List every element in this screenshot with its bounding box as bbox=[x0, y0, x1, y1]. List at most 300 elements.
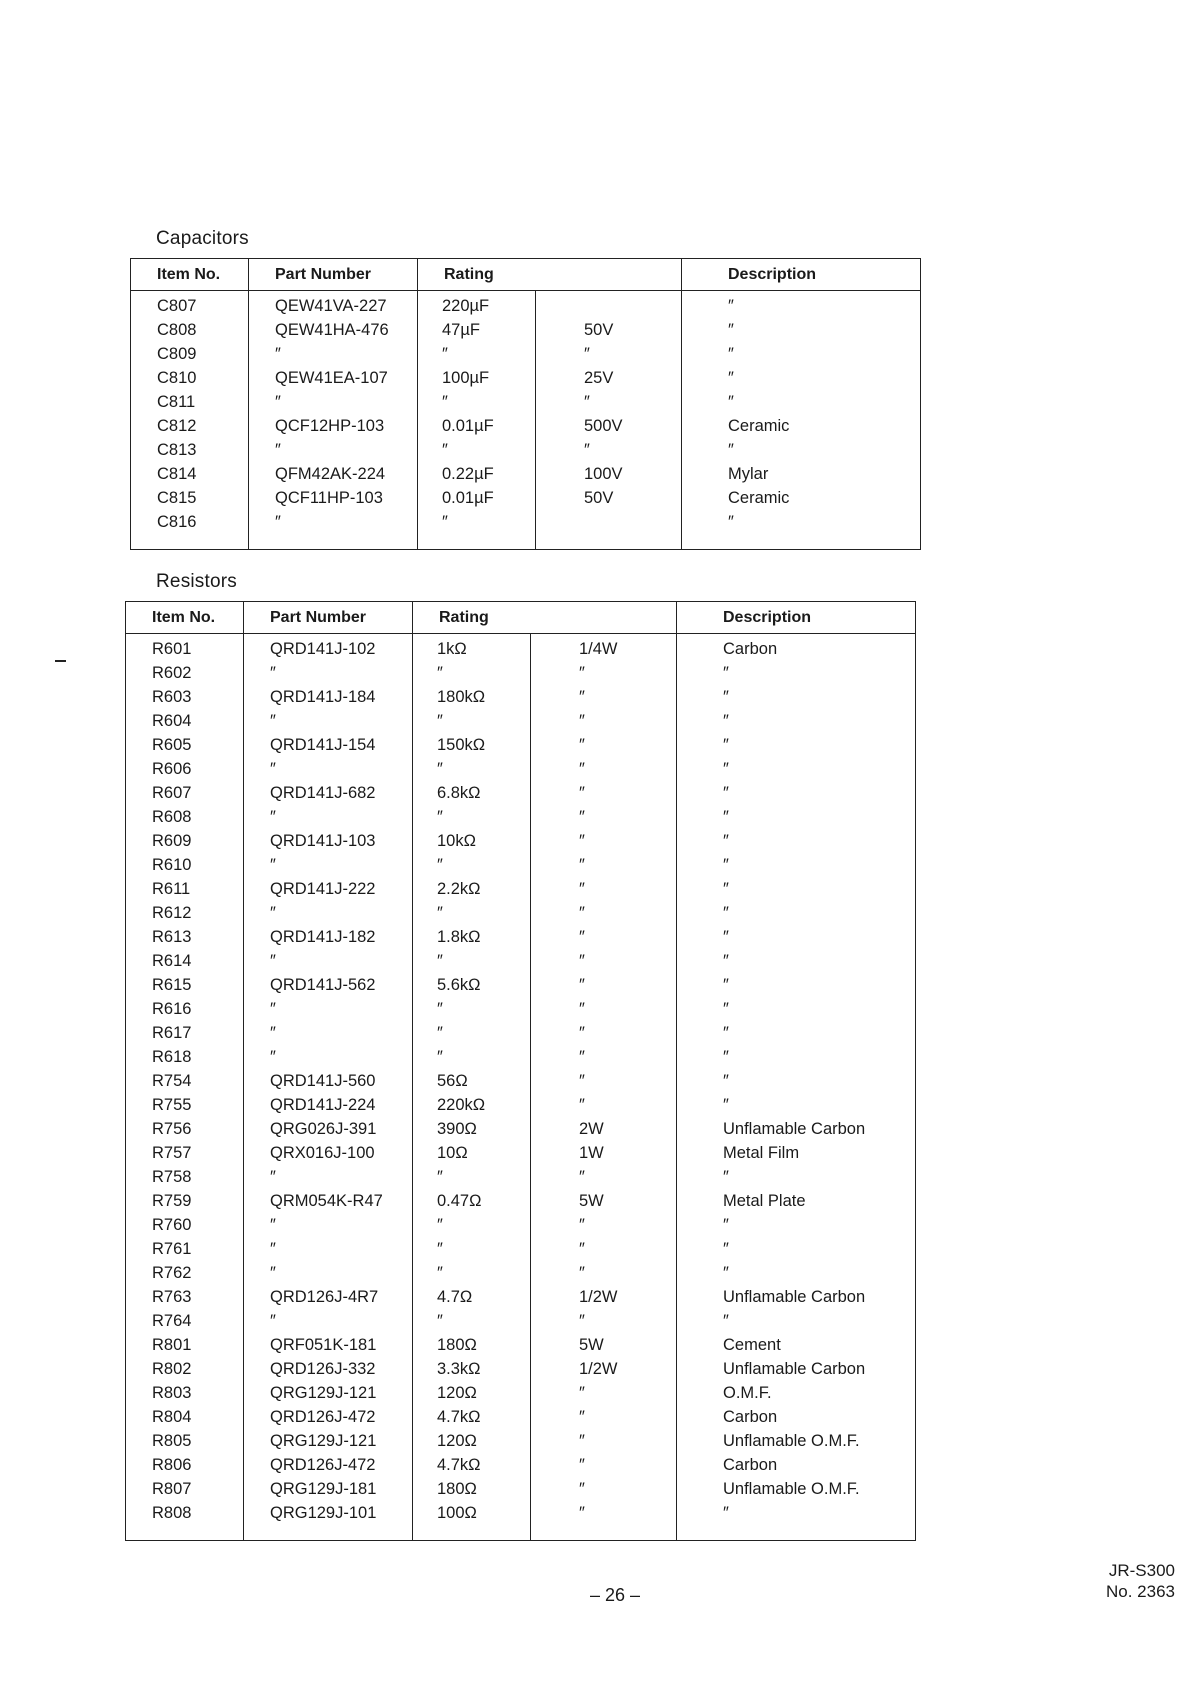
cell-rating: ″ bbox=[413, 1264, 531, 1288]
cell-item-no: R618 bbox=[126, 1048, 244, 1072]
cell-part-number: QRD141J-224 bbox=[244, 1096, 413, 1120]
cell-part-number: QFM42AK-224 bbox=[249, 465, 418, 489]
cell-item-no: C811 bbox=[131, 393, 249, 417]
table-row bbox=[126, 1384, 916, 1408]
cell-rating: ″ bbox=[413, 808, 531, 832]
cell-rating: 220kΩ bbox=[413, 1096, 531, 1120]
cell-rating-2: ″ bbox=[531, 976, 677, 1000]
cell-part-number: QRG129J-181 bbox=[244, 1480, 413, 1504]
cell-description: ″ bbox=[723, 952, 729, 970]
cell-description: Unflamable Carbon bbox=[723, 1360, 866, 1378]
cell-rating: ″ bbox=[413, 1216, 531, 1240]
cell-part-number: QRD126J-472 bbox=[244, 1456, 413, 1480]
cell-description: Unflamable O.M.F. bbox=[723, 1480, 860, 1498]
cell-item-no: R609 bbox=[126, 832, 244, 856]
cell-part-number: ″ bbox=[249, 345, 418, 369]
cell-rating-2: 2W bbox=[531, 1120, 677, 1144]
table-row bbox=[131, 345, 921, 369]
cell-part-number: QRD141J-560 bbox=[244, 1072, 413, 1096]
cell-part-number: ″ bbox=[244, 760, 413, 784]
cell-description: ″ bbox=[723, 1504, 729, 1522]
cell-rating: ″ bbox=[413, 1312, 531, 1336]
cell-description: ″ bbox=[723, 928, 729, 946]
table-row bbox=[126, 808, 916, 832]
cell-rating-2: ″ bbox=[531, 1048, 677, 1072]
cell-rating: 120Ω bbox=[413, 1384, 531, 1408]
table-row bbox=[131, 321, 921, 345]
cell-part-number: ″ bbox=[244, 1000, 413, 1024]
header-item-no: Item No. bbox=[126, 602, 244, 634]
cell-rating: 4.7kΩ bbox=[413, 1456, 531, 1480]
cell-rating: ″ bbox=[413, 1024, 531, 1048]
table-row bbox=[126, 1504, 916, 1541]
cell-rating-2: ″ bbox=[531, 1312, 677, 1336]
capacitors-table bbox=[130, 258, 921, 550]
cell-description: Ceramic bbox=[728, 489, 790, 507]
cell-rating-2: ″ bbox=[531, 1432, 677, 1456]
cell-rating-2: ″ bbox=[531, 1240, 677, 1264]
cell-item-no: R602 bbox=[126, 664, 244, 688]
cell-rating-2: ″ bbox=[531, 928, 677, 952]
table-row bbox=[126, 634, 916, 665]
header-description: Description bbox=[677, 602, 916, 634]
table-row bbox=[126, 1120, 916, 1144]
cell-part-number: QEW41EA-107 bbox=[249, 369, 418, 393]
table-row bbox=[126, 1240, 916, 1264]
table-row bbox=[126, 952, 916, 976]
cell-rating-2: ″ bbox=[531, 1384, 677, 1408]
cell-description: ″ bbox=[723, 712, 729, 730]
table-row bbox=[131, 393, 921, 417]
table-row bbox=[126, 832, 916, 856]
cell-item-no: R615 bbox=[126, 976, 244, 1000]
cell-description: Unflamable Carbon bbox=[723, 1120, 866, 1138]
cell-rating-2: ″ bbox=[531, 1504, 677, 1541]
cell-rating: ″ bbox=[413, 904, 531, 928]
cell-rating: 100Ω bbox=[413, 1504, 531, 1541]
cell-item-no: R758 bbox=[126, 1168, 244, 1192]
cell-rating-2: ″ bbox=[531, 808, 677, 832]
cell-item-no: C812 bbox=[131, 417, 249, 441]
table-row bbox=[126, 1408, 916, 1432]
table-row bbox=[131, 369, 921, 393]
cell-rating-2: ″ bbox=[531, 736, 677, 760]
cell-item-no: R763 bbox=[126, 1288, 244, 1312]
cell-description: ″ bbox=[723, 1048, 729, 1066]
cell-rating: 3.3kΩ bbox=[413, 1360, 531, 1384]
cell-rating: ″ bbox=[418, 345, 536, 369]
table-row bbox=[126, 1192, 916, 1216]
cell-description: ″ bbox=[723, 1168, 729, 1186]
cell-item-no: C810 bbox=[131, 369, 249, 393]
cell-rating-2: ″ bbox=[531, 784, 677, 808]
cell-part-number: ″ bbox=[244, 1024, 413, 1048]
table-header-row bbox=[131, 259, 921, 291]
capacitors-body bbox=[131, 291, 921, 550]
cell-part-number: ″ bbox=[244, 1216, 413, 1240]
cell-description: ″ bbox=[728, 321, 734, 339]
cell-description: Carbon bbox=[723, 1456, 778, 1474]
table-row bbox=[126, 1072, 916, 1096]
cell-rating: 180Ω bbox=[413, 1480, 531, 1504]
cell-part-number: QRG129J-121 bbox=[244, 1384, 413, 1408]
cell-item-no: R801 bbox=[126, 1336, 244, 1360]
table-row bbox=[126, 856, 916, 880]
cell-description: Carbon bbox=[723, 640, 778, 658]
cell-rating: 100µF bbox=[418, 369, 536, 393]
cell-part-number: QRD126J-472 bbox=[244, 1408, 413, 1432]
table-row bbox=[126, 1288, 916, 1312]
cell-part-number: ″ bbox=[244, 712, 413, 736]
cell-rating-2: ″ bbox=[531, 832, 677, 856]
cell-rating: 4.7kΩ bbox=[413, 1408, 531, 1432]
cell-item-no: C814 bbox=[131, 465, 249, 489]
header-rating: Rating bbox=[418, 259, 536, 291]
table-row bbox=[126, 1312, 916, 1336]
table-row bbox=[126, 1456, 916, 1480]
cell-item-no: C816 bbox=[131, 513, 249, 550]
cell-item-no: R803 bbox=[126, 1384, 244, 1408]
cell-rating-2: 1/2W bbox=[531, 1360, 677, 1384]
cell-part-number: QEW41VA-227 bbox=[249, 291, 418, 322]
cell-rating: ″ bbox=[413, 856, 531, 880]
cell-rating: ″ bbox=[413, 1168, 531, 1192]
cell-item-no: R616 bbox=[126, 1000, 244, 1024]
cell-item-no: R611 bbox=[126, 880, 244, 904]
cell-rating-2: ″ bbox=[536, 393, 682, 417]
header-item-no: Item No. bbox=[131, 259, 249, 291]
cell-part-number: QRD141J-682 bbox=[244, 784, 413, 808]
cell-description: ″ bbox=[723, 856, 729, 874]
cell-rating-2: ″ bbox=[531, 760, 677, 784]
cell-rating: ″ bbox=[413, 1048, 531, 1072]
cell-rating-2: ″ bbox=[531, 856, 677, 880]
cell-part-number: QCF11HP-103 bbox=[249, 489, 418, 513]
cell-rating: 0.01µF bbox=[418, 489, 536, 513]
table-row bbox=[126, 688, 916, 712]
cell-part-number: QRM054K-R47 bbox=[244, 1192, 413, 1216]
cell-rating: 180Ω bbox=[413, 1336, 531, 1360]
cell-item-no: R807 bbox=[126, 1480, 244, 1504]
table-row bbox=[126, 1480, 916, 1504]
cell-item-no: R604 bbox=[126, 712, 244, 736]
table-row bbox=[126, 928, 916, 952]
table-header-row bbox=[126, 602, 916, 634]
cell-item-no: R757 bbox=[126, 1144, 244, 1168]
cell-description: Carbon bbox=[723, 1408, 778, 1426]
cell-description: ″ bbox=[728, 393, 734, 411]
cell-description: ″ bbox=[723, 832, 729, 850]
cell-part-number: QRD141J-562 bbox=[244, 976, 413, 1000]
table-row bbox=[131, 441, 921, 465]
table-row bbox=[126, 1024, 916, 1048]
cell-rating-2: ″ bbox=[531, 904, 677, 928]
cell-part-number: QRD141J-182 bbox=[244, 928, 413, 952]
cell-rating: 6.8kΩ bbox=[413, 784, 531, 808]
cell-part-number: QRD141J-103 bbox=[244, 832, 413, 856]
cell-description: ″ bbox=[728, 297, 734, 315]
cell-description: ″ bbox=[723, 1240, 729, 1258]
cell-part-number: QRD141J-184 bbox=[244, 688, 413, 712]
cell-item-no: R606 bbox=[126, 760, 244, 784]
model-number: JR-S300 bbox=[1108, 1561, 1175, 1580]
cell-part-number: ″ bbox=[244, 952, 413, 976]
cell-part-number: ″ bbox=[244, 1048, 413, 1072]
cell-rating-2: 1/2W bbox=[531, 1288, 677, 1312]
cell-item-no: R603 bbox=[126, 688, 244, 712]
cell-rating: ″ bbox=[413, 760, 531, 784]
cell-description: ″ bbox=[723, 1312, 729, 1330]
cell-rating: ″ bbox=[413, 1240, 531, 1264]
cell-description: ″ bbox=[723, 760, 729, 778]
cell-rating: ″ bbox=[418, 393, 536, 417]
header-description: Description bbox=[682, 259, 921, 291]
cell-rating-2: ″ bbox=[531, 1096, 677, 1120]
table-row bbox=[126, 1144, 916, 1168]
cell-rating: ″ bbox=[418, 513, 536, 550]
cell-part-number: ″ bbox=[249, 393, 418, 417]
cell-part-number: ″ bbox=[249, 441, 418, 465]
cell-rating-2: ″ bbox=[531, 952, 677, 976]
table-row bbox=[126, 1336, 916, 1360]
cell-description: Metal Film bbox=[723, 1144, 800, 1162]
cell-rating-2: 5W bbox=[531, 1336, 677, 1360]
cell-item-no: R805 bbox=[126, 1432, 244, 1456]
cell-rating-2: ″ bbox=[536, 345, 682, 369]
margin-mark bbox=[55, 660, 66, 662]
cell-description: Mylar bbox=[728, 465, 769, 483]
table-row bbox=[126, 736, 916, 760]
cell-item-no: R802 bbox=[126, 1360, 244, 1384]
cell-part-number: ″ bbox=[244, 1312, 413, 1336]
cell-rating-2: 25V bbox=[536, 369, 682, 393]
table-row bbox=[126, 1000, 916, 1024]
cell-description: ″ bbox=[723, 688, 729, 706]
table-row bbox=[126, 664, 916, 688]
cell-rating-2: 5W bbox=[531, 1192, 677, 1216]
cell-description: ″ bbox=[723, 904, 729, 922]
cell-part-number: QEW41HA-476 bbox=[249, 321, 418, 345]
cell-part-number: ″ bbox=[244, 664, 413, 688]
cell-item-no: C815 bbox=[131, 489, 249, 513]
cell-part-number: QRD126J-332 bbox=[244, 1360, 413, 1384]
cell-rating: 47µF bbox=[418, 321, 536, 345]
cell-item-no: R614 bbox=[126, 952, 244, 976]
table-row bbox=[126, 760, 916, 784]
table-row bbox=[126, 880, 916, 904]
header-rating: Rating bbox=[413, 602, 531, 634]
cell-part-number: ″ bbox=[249, 513, 418, 550]
header-part-number: Part Number bbox=[244, 602, 413, 634]
cell-rating-2: ″ bbox=[531, 1480, 677, 1504]
cell-part-number: QRD126J-4R7 bbox=[244, 1288, 413, 1312]
cell-part-number: QRG129J-101 bbox=[244, 1504, 413, 1541]
cell-rating: ″ bbox=[418, 441, 536, 465]
cell-item-no: R756 bbox=[126, 1120, 244, 1144]
cell-rating-2: ″ bbox=[531, 1024, 677, 1048]
cell-description: ″ bbox=[723, 976, 729, 994]
cell-rating: ″ bbox=[413, 664, 531, 688]
cell-rating: 390Ω bbox=[413, 1120, 531, 1144]
cell-description: ″ bbox=[723, 1024, 729, 1042]
header-rating-blank bbox=[536, 259, 682, 291]
cell-description: ″ bbox=[728, 345, 734, 363]
cell-item-no: C809 bbox=[131, 345, 249, 369]
cell-description: Unflamable Carbon bbox=[723, 1288, 866, 1306]
cell-rating: 0.01µF bbox=[418, 417, 536, 441]
cell-rating: 1kΩ bbox=[413, 634, 531, 665]
cell-item-no: C807 bbox=[131, 291, 249, 322]
cell-part-number: QCF12HP-103 bbox=[249, 417, 418, 441]
cell-rating: 10kΩ bbox=[413, 832, 531, 856]
cell-rating-2: 500V bbox=[536, 417, 682, 441]
cell-rating: 5.6kΩ bbox=[413, 976, 531, 1000]
cell-description: ″ bbox=[723, 808, 729, 826]
table-row bbox=[126, 1168, 916, 1192]
cell-description: Unflamable O.M.F. bbox=[723, 1432, 860, 1450]
cell-rating-2: 50V bbox=[536, 489, 682, 513]
cell-item-no: R759 bbox=[126, 1192, 244, 1216]
table-row bbox=[131, 417, 921, 441]
page-number: – 26 – bbox=[590, 1585, 641, 1605]
cell-part-number: ″ bbox=[244, 1168, 413, 1192]
cell-rating: 120Ω bbox=[413, 1432, 531, 1456]
cell-rating-2: ″ bbox=[531, 1264, 677, 1288]
cell-description: ″ bbox=[728, 441, 734, 459]
cell-item-no: R610 bbox=[126, 856, 244, 880]
cell-description: ″ bbox=[723, 1264, 729, 1282]
cell-item-no: R607 bbox=[126, 784, 244, 808]
cell-description: ″ bbox=[723, 664, 729, 682]
table-row bbox=[126, 976, 916, 1000]
cell-rating: ″ bbox=[413, 952, 531, 976]
cell-rating-2: 1W bbox=[531, 1144, 677, 1168]
table-row bbox=[131, 513, 921, 550]
cell-item-no: R760 bbox=[126, 1216, 244, 1240]
cell-part-number: QRD141J-102 bbox=[244, 634, 413, 665]
cell-rating-2: ″ bbox=[531, 1216, 677, 1240]
cell-rating: 0.22µF bbox=[418, 465, 536, 489]
cell-description: ″ bbox=[723, 736, 729, 754]
resistors-body bbox=[126, 634, 916, 1541]
table-row bbox=[126, 1216, 916, 1240]
cell-rating-2: ″ bbox=[531, 688, 677, 712]
cell-rating-2: ″ bbox=[531, 664, 677, 688]
cell-rating: 10Ω bbox=[413, 1144, 531, 1168]
cell-part-number: QRX016J-100 bbox=[244, 1144, 413, 1168]
cell-item-no: R605 bbox=[126, 736, 244, 760]
cell-rating: 180kΩ bbox=[413, 688, 531, 712]
cell-rating-2 bbox=[536, 291, 682, 322]
cell-item-no: R804 bbox=[126, 1408, 244, 1432]
cell-part-number: ″ bbox=[244, 856, 413, 880]
cell-rating: 220µF bbox=[418, 291, 536, 322]
cell-description: ″ bbox=[728, 369, 734, 387]
document-number: No. 2363 bbox=[1106, 1582, 1175, 1601]
cell-description: Ceramic bbox=[728, 417, 790, 435]
cell-rating-2: ″ bbox=[531, 1072, 677, 1096]
cell-description: O.M.F. bbox=[723, 1384, 772, 1402]
cell-rating-2: ″ bbox=[531, 880, 677, 904]
cell-description: ″ bbox=[723, 784, 729, 802]
cell-description: Cement bbox=[723, 1336, 781, 1354]
cell-rating-2: ″ bbox=[531, 712, 677, 736]
cell-description: Metal Plate bbox=[723, 1192, 806, 1210]
table-row bbox=[131, 291, 921, 322]
table-row bbox=[126, 712, 916, 736]
cell-rating-2: ″ bbox=[531, 1408, 677, 1432]
cell-rating-2 bbox=[536, 513, 682, 550]
cell-description: ″ bbox=[728, 513, 734, 531]
cell-description: ″ bbox=[723, 1096, 729, 1114]
cell-rating-2: ″ bbox=[531, 1456, 677, 1480]
cell-item-no: R608 bbox=[126, 808, 244, 832]
cell-part-number: QRD141J-154 bbox=[244, 736, 413, 760]
cell-part-number: ″ bbox=[244, 904, 413, 928]
cell-item-no: R764 bbox=[126, 1312, 244, 1336]
cell-rating: 0.47Ω bbox=[413, 1192, 531, 1216]
cell-rating: 2.2kΩ bbox=[413, 880, 531, 904]
resistors-title: Resistors bbox=[156, 571, 237, 592]
cell-item-no: R762 bbox=[126, 1264, 244, 1288]
cell-item-no: R755 bbox=[126, 1096, 244, 1120]
table-row bbox=[126, 784, 916, 808]
cell-part-number: QRD141J-222 bbox=[244, 880, 413, 904]
cell-description: ″ bbox=[723, 880, 729, 898]
table-row bbox=[126, 1360, 916, 1384]
cell-rating: 150kΩ bbox=[413, 736, 531, 760]
cell-part-number: ″ bbox=[244, 1264, 413, 1288]
capacitors-title: Capacitors bbox=[156, 228, 249, 249]
table-row bbox=[126, 1048, 916, 1072]
cell-description: ″ bbox=[723, 1216, 729, 1234]
cell-item-no: R613 bbox=[126, 928, 244, 952]
cell-item-no: R617 bbox=[126, 1024, 244, 1048]
resistors-table bbox=[125, 601, 916, 1541]
cell-rating-2: 50V bbox=[536, 321, 682, 345]
cell-item-no: C808 bbox=[131, 321, 249, 345]
header-part-number: Part Number bbox=[249, 259, 418, 291]
table-row bbox=[131, 465, 921, 489]
header-rating-blank bbox=[531, 602, 677, 634]
cell-rating: 56Ω bbox=[413, 1072, 531, 1096]
cell-part-number: QRF051K-181 bbox=[244, 1336, 413, 1360]
cell-rating-2: ″ bbox=[531, 1000, 677, 1024]
cell-rating: ″ bbox=[413, 712, 531, 736]
cell-rating: ″ bbox=[413, 1000, 531, 1024]
cell-item-no: C813 bbox=[131, 441, 249, 465]
cell-item-no: R806 bbox=[126, 1456, 244, 1480]
cell-rating: 4.7Ω bbox=[413, 1288, 531, 1312]
cell-part-number: QRG026J-391 bbox=[244, 1120, 413, 1144]
cell-rating-2: ″ bbox=[531, 1168, 677, 1192]
cell-description: ″ bbox=[723, 1000, 729, 1018]
cell-part-number: ″ bbox=[244, 808, 413, 832]
table-row bbox=[126, 904, 916, 928]
cell-item-no: R612 bbox=[126, 904, 244, 928]
table-row bbox=[126, 1096, 916, 1120]
cell-item-no: R808 bbox=[126, 1504, 244, 1541]
cell-rating-2: ″ bbox=[536, 441, 682, 465]
cell-description: ″ bbox=[723, 1072, 729, 1090]
table-row bbox=[131, 489, 921, 513]
document-reference bbox=[1106, 1560, 1175, 1602]
cell-rating-2: 100V bbox=[536, 465, 682, 489]
cell-rating: 1.8kΩ bbox=[413, 928, 531, 952]
cell-part-number: ″ bbox=[244, 1240, 413, 1264]
table-row bbox=[126, 1264, 916, 1288]
table-row bbox=[126, 1432, 916, 1456]
